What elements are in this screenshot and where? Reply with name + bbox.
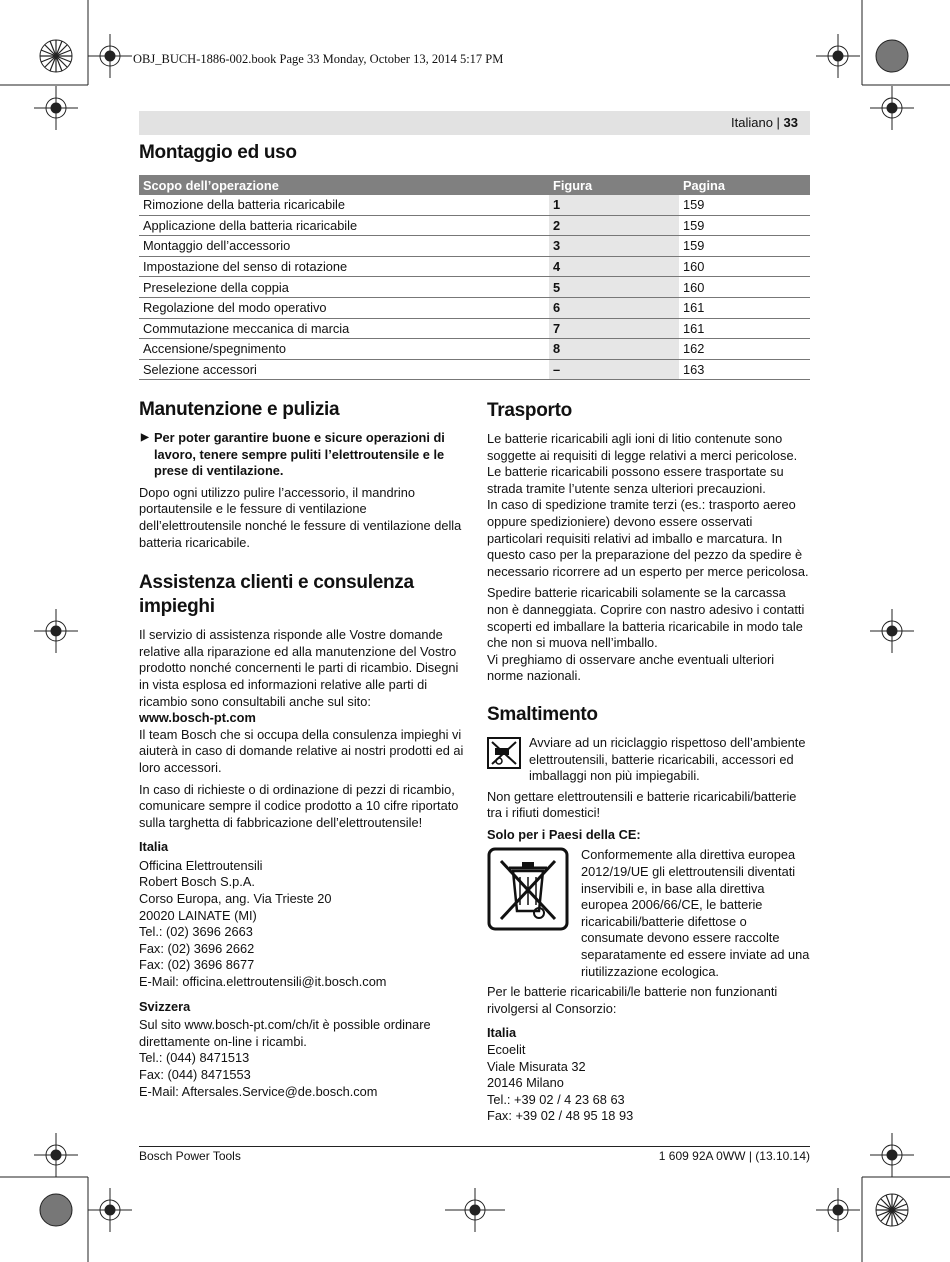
page-cell: 160 <box>679 256 810 277</box>
figure-cell: 8 <box>549 339 679 360</box>
section-title-montaggio: Montaggio ed uso <box>139 142 297 163</box>
footer-code: 1 609 92A 0WW | (13.10.14) <box>658 1149 810 1163</box>
weee-bin-icon <box>487 847 569 931</box>
weee-note <box>487 847 810 980</box>
contact-line: Fax: (02) 3696 2662 <box>139 940 255 956</box>
table-row <box>139 339 810 360</box>
recycle-text: Avviare ad un riciclaggio rispettoso dell’ambiente elettroutensili, batterie ricaricabili, accessori ed imballaggi non più impiegabili. <box>529 734 806 784</box>
figure-cell: 2 <box>549 215 679 236</box>
bullet-triangle-icon: ▶ <box>141 432 149 443</box>
safety-note <box>139 430 464 480</box>
contact-email[interactable]: E-Mail: officina.elettroutensili@it.bosch.com <box>139 974 387 990</box>
ce-heading: Solo per i Paesi della CE: <box>487 826 641 842</box>
operation-cell: Preselezione della coppia <box>139 277 549 298</box>
header-separator: | <box>772 115 784 130</box>
table-row <box>139 236 810 257</box>
safety-note-text: Per poter garantire buone e sicure operazioni di lavoro, tenere sempre puliti l’elettroutensile e le prese di ventilazione. <box>154 430 445 479</box>
figure-cell: 5 <box>549 277 679 298</box>
paragraph: Per le batterie ricaricabili/le batterie non funzionanti rivolgersi al Consorzio: <box>487 984 778 1016</box>
contact-line: Officina Elettroutensili <box>139 857 263 873</box>
column-header: Figura <box>549 175 679 195</box>
footer-rule <box>139 1146 810 1147</box>
operation-cell: Selezione accessori <box>139 359 549 380</box>
page-cell: 163 <box>679 359 810 380</box>
page-cell: 161 <box>679 318 810 339</box>
paragraph: Spedire batterie ricaricabili solamente se la carcassa non è danneggiata. Coprire con nastro adesivo i contatti scoperti ed imballare la batteria ricaricabile in modo tale che non si muova nell’imballo. <box>487 585 805 651</box>
header-language: Italiano <box>731 115 773 130</box>
page-number: 33 <box>783 115 798 130</box>
page-cell: 160 <box>679 277 810 298</box>
paragraph: Vi preghiamo di osservare anche eventuali ulteriori norme nazionali. <box>487 651 775 684</box>
column-header: Pagina <box>679 175 810 195</box>
operation-cell: Applicazione della batteria ricaricabile <box>139 215 549 236</box>
section-title-trasporto: Trasporto <box>487 400 572 421</box>
figure-cell: – <box>549 359 679 380</box>
figure-cell: 1 <box>549 195 679 215</box>
contact-line: Ecoelit <box>487 1042 526 1057</box>
contact-line: 20020 LAINATE (MI) <box>139 907 257 923</box>
contact-block-italia <box>139 858 464 991</box>
operations-table <box>139 175 810 380</box>
figure-cell: 4 <box>549 256 679 277</box>
page-cell: 162 <box>679 339 810 360</box>
left-column <box>139 398 464 1100</box>
paragraph: Dopo ogni utilizzo pulire l’accessorio, il mandrino portautensile e le fessure di ventilazione dell’elettroutensile nonché le fessure di ventilazione della batteria ricaricabile. <box>139 484 462 550</box>
operation-cell: Commutazione meccanica di marcia <box>139 318 549 339</box>
page-cell: 159 <box>679 195 810 215</box>
figure-cell: 6 <box>549 297 679 318</box>
header-text <box>731 115 798 130</box>
operation-cell: Impostazione del senso di rotazione <box>139 256 549 277</box>
operation-cell: Accensione/spegnimento <box>139 339 549 360</box>
section-title-assistenza: Assistenza clienti e consulenza impieghi <box>139 572 414 618</box>
right-column <box>487 399 810 1125</box>
table-header-row <box>139 175 810 195</box>
page-cell: 159 <box>679 215 810 236</box>
print-slug: OBJ_BUCH-1886-002.book Page 33 Monday, October 13, 2014 5:17 PM <box>133 52 504 66</box>
paragraph: In caso di spedizione tramite terzi (es.: trasporto aereo oppure spedizioniere) devono essere osservati particolari requisiti relativi ad imballo e marcatura. In questo caso per la preparazione del pezzo da spedire è necessario ricorrere ad un esperto per merce pericolosa. <box>487 497 809 579</box>
contact-line: Fax: (02) 3696 8677 <box>139 957 255 973</box>
contact-block-svizzera <box>139 1050 464 1100</box>
column-header: Scopo dell’operazione <box>139 175 549 195</box>
table-row <box>139 215 810 236</box>
contact-line: Robert Bosch S.p.A. <box>139 874 255 890</box>
paragraph: Sul sito www.bosch-pt.com/ch/it è possible ordinare direttamente on-line i ricambi. <box>139 1017 431 1049</box>
recycle-tools-icon <box>487 737 521 769</box>
table-row <box>139 277 810 298</box>
contact-email[interactable]: E-Mail: Aftersales.Service@de.bosch.com <box>139 1083 378 1099</box>
contact-line: Tel.: (02) 3696 2663 <box>139 924 253 940</box>
consorzio-heading-italia: Italia <box>487 1025 517 1041</box>
figure-cell: 3 <box>549 236 679 257</box>
table-row <box>139 297 810 318</box>
footer-brand: Bosch Power Tools <box>139 1149 241 1163</box>
operation-cell: Rimozione della batteria ricaricabile <box>139 195 549 215</box>
contact-line: Fax: (044) 8471553 <box>139 1067 251 1082</box>
contact-line: Fax: +39 02 / 48 95 18 93 <box>487 1108 634 1124</box>
operation-cell: Regolazione del modo operativo <box>139 297 549 318</box>
page-cell: 159 <box>679 236 810 257</box>
paragraph: Non gettare elettroutensili e batterie ricaricabili/batterie tra i rifiuti domestici! <box>487 788 797 821</box>
section-title-smaltimento: Smaltimento <box>487 703 598 725</box>
table-row <box>139 359 810 380</box>
operation-cell: Montaggio dell’accessorio <box>139 236 549 257</box>
recycle-note <box>487 735 810 785</box>
table-row <box>139 318 810 339</box>
contact-line: Tel.: (044) 8471513 <box>139 1050 250 1066</box>
contact-line: 20146 Milano <box>487 1075 564 1091</box>
consorzio-block <box>487 1042 810 1125</box>
paragraph: Il servizio di assistenza risponde alle Vostre domande relative alla riparazione ed alla manutenzione del Vostro prodotto nonché concernenti le parti di ricambio. Disegni in vista esplosa ed informazioni relative alle parti di ricambio sono consultabili anche sul sito: <box>139 627 459 709</box>
paragraph: Il team Bosch che si occupa della consulenza impieghi vi aiuterà in caso di domande relative ai nostri prodotti ed ai loro accessori. <box>139 726 464 775</box>
page-cell: 161 <box>679 297 810 318</box>
contact-line: Viale Misurata 32 <box>487 1058 586 1074</box>
table-row <box>139 195 810 215</box>
figure-cell: 7 <box>549 318 679 339</box>
paragraph: In caso di richieste o di ordinazione di pezzi di ricambio, comunicare sempre il codice prodotto a 10 cifre riportato sulla targhetta di fabbricazione dell’elettroutensile! <box>139 781 459 830</box>
website-link[interactable]: www.bosch-pt.com <box>139 710 256 726</box>
contact-line: Corso Europa, ang. Via Trieste 20 <box>139 891 332 907</box>
contact-line: Tel.: +39 02 / 4 23 68 63 <box>487 1091 625 1107</box>
paragraph: Le batterie ricaricabili agli ioni di litio contenute sono soggette ai requisiti di legge relativi a merci pericolose. Le batterie ricaricabili possono essere trasportate su strada tramite l’utente senza ulteriori precauzioni. <box>487 431 798 496</box>
running-header <box>139 111 810 135</box>
section-title-manutenzione: Manutenzione e pulizia <box>139 399 340 420</box>
table-row <box>139 256 810 277</box>
weee-text: Conformemente alla direttiva europea 2012/19/UE gli elettroutensili diventati inservibili e, in base alla direttiva europea 2006/66/CE, le batterie ricaricabili/batterie difettose o consumate devono essere raccolte separatamente ed essere inviate ad una riutilizzazione ecologica. <box>581 847 810 979</box>
contact-heading-svizzera: Svizzera <box>139 998 191 1014</box>
contact-heading-italia: Italia <box>139 839 169 855</box>
